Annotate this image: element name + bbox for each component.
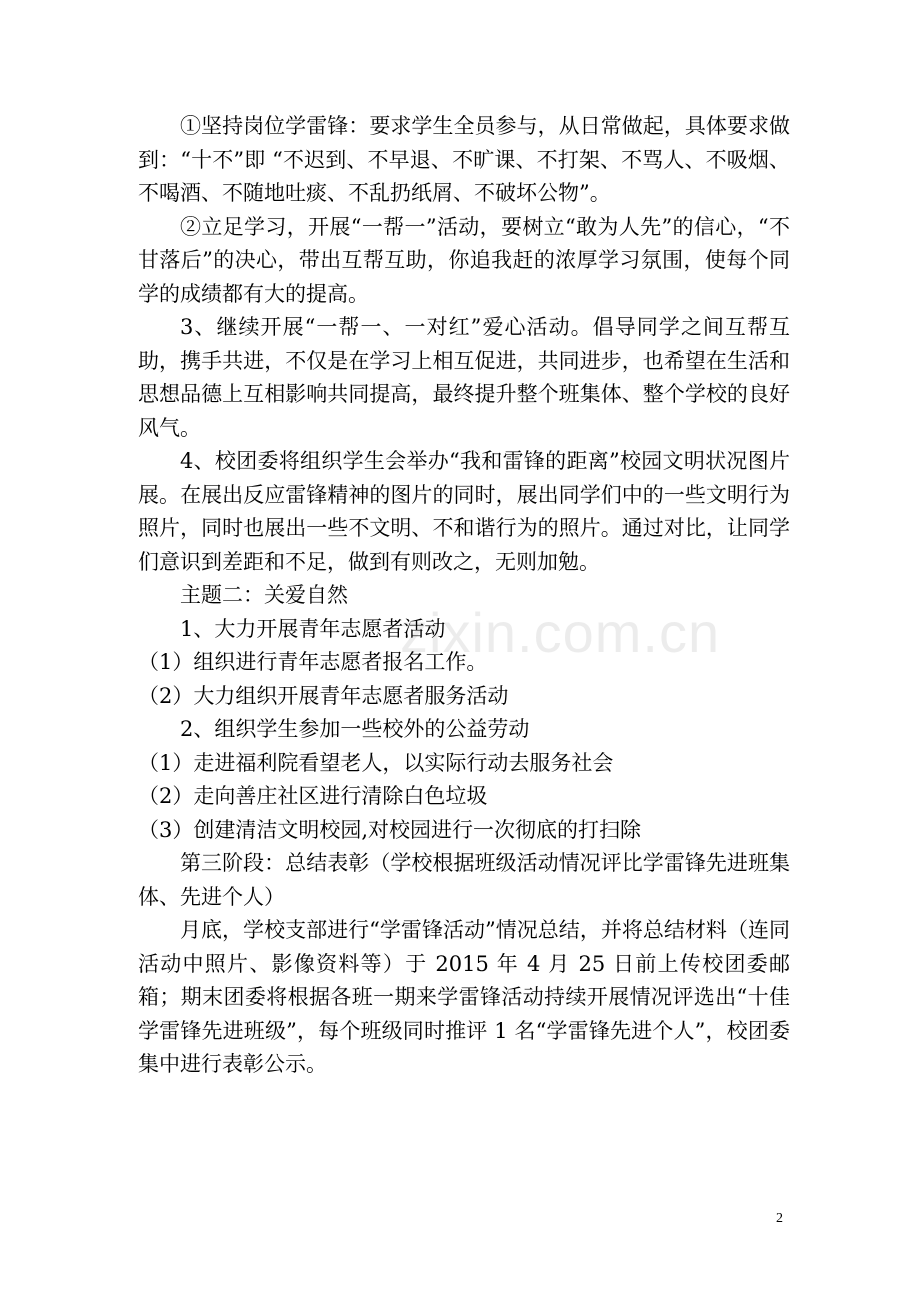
sub-item-campus-cleanup: （3）创建清洁文明校园,对校园进行一次彻底的打扫除	[138, 817, 642, 842]
list-item-public-labor: 2、组织学生参加一些校外的公益劳动	[180, 717, 530, 741]
sub-item-community-cleanup: （2）走向善庄社区进行清除白色垃圾	[138, 784, 488, 808]
document-body	[138, 110, 790, 1082]
page-number: 2	[776, 1211, 783, 1226]
section-heading-stage-three: 第三阶段：总结表彰（学校根据班级活动情况评比学雷锋先进班集体、先进个人）	[138, 851, 790, 909]
sub-item-service: （2）大力组织开展青年志愿者服务活动	[138, 683, 509, 708]
list-item-volunteer: 1、大力开展青年志愿者活动	[180, 616, 446, 641]
sub-item-welfare-home: （1）走进福利院看望老人，以实际行动去服务社会	[138, 750, 614, 775]
watermark: zixin.com.cn	[400, 601, 721, 664]
sub-item-registration: （1）组织进行青年志愿者报名工作。	[138, 650, 488, 674]
paragraph-item-3: 3、继续开展“一帮一、一对红”爱心活动。倡导同学之间互帮互助，携手共进，不仅是在学习上相互促进，共同进步，也希望在生活和思想品德上互相影响共同提高，最终提升整个班集体、整个学校的良好风气。	[138, 315, 790, 440]
paragraph-item-4: 4、校团委将组织学生会举办“我和雷锋的距离”校园文明状况图片展。在展出反应雷锋精神的图片的同时，展出同学们中的一些文明行为照片，同时也展出一些不文明、不和谐行为的照片。通过对比，让同学们意识到差距和不足，做到有则改之，无则加勉。	[138, 449, 790, 574]
paragraph-study-help: ②立足学习，开展“一帮一”活动，要树立“敢为人先”的信心，“不甘落后”的决心，带出互帮互助，你追我赶的浓厚学习氛围，使每个同学的成绩都有大的提高。	[138, 214, 790, 306]
paragraph-post-leifeng: ①坚持岗位学雷锋：要求学生全员参与，从日常做起，具体要求做到：“十不”即 “不迟到、不早退、不旷课、不打架、不骂人、不吸烟、不喝酒、不随地吐痰、不乱扔纸屑、不破坏公物”。	[138, 114, 790, 205]
paragraph-summary: 月底，学校支部进行“学雷锋活动”情况总结，并将总结材料（连同活动中照片、影像资料等）于 2015 年 4 月 25 日前上传校团委邮箱；期末团委将根据各班一期来学雷锋活动持续开展情况评选出“十佳学雷锋先进班级”，每个班级同时推评 1 名“学雷锋先进个人”，校团委集中进行表彰公示。	[138, 918, 790, 1076]
section-heading-theme-two: 主题二：关爱自然	[180, 583, 348, 607]
